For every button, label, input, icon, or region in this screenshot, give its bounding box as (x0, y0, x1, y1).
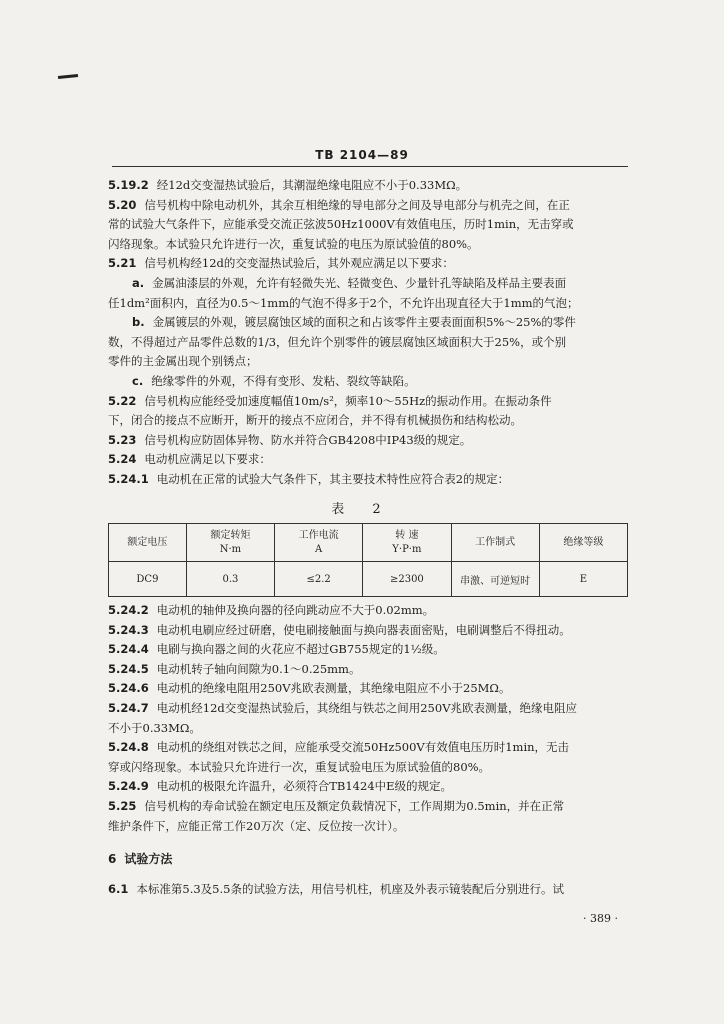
clause-text: 电动机电刷应经过研磨，使电刷接触面与换向器表面密贴，电刷调整后不得扭动。 (156, 622, 571, 637)
clause-number: 6.1 (108, 882, 129, 896)
clause-text: 电刷与换向器之间的火花应不超过GB755规定的1½级。 (156, 642, 445, 657)
clause-number: 5.23 (108, 432, 137, 447)
clause-number: 5.22 (108, 393, 137, 408)
clause-text: 信号机构中除电动机外，其余互相绝缘的导电部分之间及导电部分与机壳之间，在正 (144, 197, 570, 212)
clause-text: 经12d交变湿热试验后，其潮湿绝缘电阻应不小于0.33MΩ。 (156, 178, 468, 192)
clause-text: 信号机构应能经受加速度幅值10m/s²，频率10～55Hz的振动作用。在振动条件 (144, 393, 552, 408)
table-cell: 0.3 (186, 562, 274, 597)
clause-number: 5.24 (108, 452, 137, 467)
clause-text: 下，闭合的接点不应断开，断开的接点不应闭合，并不得有机械损伤和结构松动。 (108, 413, 522, 428)
clause-line (108, 294, 628, 312)
clause-text: 电动机经12d交变湿热试验后，其绕组与铁芯之间用250V兆欧表测量，绝缘电阻应 (156, 701, 577, 715)
page-header: TB 2104—89 (315, 148, 409, 162)
clause-number: 5.24.3 (108, 622, 149, 637)
table-header-row (109, 524, 628, 562)
clause-line (108, 333, 628, 351)
clause-line (108, 621, 628, 639)
clause-text: 电动机应满足以下要求： (144, 452, 271, 467)
clause-number: a. (132, 276, 145, 290)
clause-number: c. (132, 374, 144, 388)
clause-line (108, 196, 628, 214)
clause-text: 任1dm²面积内，直径为0.5～1mm的气泡不得多于2个，不允许出现直径大于1mm的气泡； (108, 295, 579, 310)
clause-text: 不小于0.33MΩ。 (108, 720, 201, 735)
clause-text: 电动机的绝缘电阻用250V兆欧表测量，其绝缘电阻应不小于25MΩ。 (156, 681, 511, 696)
clause-text: 金属油漆层的外观，允许有轻微失光、轻微变色、少量针孔等缺陷及样品主要表面 (152, 276, 567, 290)
table-cell: DC9 (109, 562, 187, 597)
clause-line (108, 777, 628, 795)
clause-line (108, 352, 628, 370)
clause-text: 电动机在正常的试验大气条件下，其主要技术特性应符合表2的规定： (156, 472, 510, 486)
table-header-cell: 转 速 Y·P·m (363, 524, 451, 562)
clause-line (108, 797, 628, 815)
header-rule (112, 166, 628, 167)
clause-line (108, 640, 628, 658)
clause-number: 5.24.9 (108, 779, 149, 794)
clause-text: 数，不得超过产品零件总数的1/3，但允许个别零件的镀层腐蚀区域面积大于25%，或个别 (108, 334, 567, 349)
clause-line (108, 235, 628, 253)
clause-line (108, 699, 628, 717)
clause-text: 电动机转子轴向间隙为0.1～0.25mm。 (156, 661, 361, 676)
table-header-cell: 工作电流 A (275, 524, 363, 562)
clause-line (108, 392, 628, 410)
clause-number: 5.24.4 (108, 642, 149, 657)
clause-line (108, 470, 628, 488)
clause-line (132, 274, 628, 292)
section-title: 试验方法 (124, 852, 173, 866)
clause-line (132, 372, 628, 390)
page-number: · 389 · (583, 912, 618, 925)
clause-text: 绝缘零件的外观，不得有变形、发粘、裂纹等缺陷。 (151, 374, 416, 388)
clause-text: 信号机构应防固体异物、防水并符合GB4208中IP43级的规定。 (144, 432, 472, 447)
table-cell: 串激、可逆短时 (451, 562, 539, 597)
table-header-cell: 工作制式 (451, 524, 539, 562)
table-header-cell: 额定转矩 N·m (186, 524, 274, 562)
clause-number: 5.24.2 (108, 603, 149, 617)
clause-line (108, 719, 628, 737)
clause-line (108, 758, 628, 776)
clause-number: 5.24.6 (108, 681, 149, 696)
clause-line (108, 450, 628, 468)
clause-line (108, 817, 628, 835)
table-cell: ≤2.2 (275, 562, 363, 597)
clause-line (108, 660, 628, 678)
clause-text: 电动机的绕组对铁芯之间，应能承受交流50Hz500V有效值电压历时1min，无击 (156, 740, 570, 755)
clause-line (108, 679, 628, 697)
clause-text: 闪络现象。本试验只允许进行一次，重复试验的电压为原试验值的80%。 (108, 236, 479, 251)
clause-text: 穿或闪络现象。本试验只允许进行一次，重复试验电压为原试验值的80%。 (108, 759, 491, 774)
clause-text: 信号机构的寿命试验在额定电压及额定负载情况下，工作周期为0.5min，并在正常 (144, 799, 565, 813)
clause-text: 金属镀层的外观，镀层腐蚀区域的面积之和占该零件主要表面面积5%～25%的零件 (152, 315, 576, 330)
table-cell: E (539, 562, 627, 597)
clause-number: 5.24.7 (108, 701, 149, 715)
clause-number: 5.24.5 (108, 661, 149, 676)
clause-line (108, 215, 628, 233)
scan-edge-mark (58, 74, 78, 79)
clause-number: 5.21 (108, 256, 137, 271)
table-header-cell: 额定电压 (109, 524, 187, 562)
clause-number: b. (132, 315, 145, 330)
table-title: 表 2 (331, 502, 393, 517)
clause-text: 维护条件下，应能正常工作20万次（定、反位按一次计）。 (108, 818, 405, 833)
clause-text: 电动机的极限允许温升，必须符合TB1424中E级的规定。 (156, 779, 453, 794)
clause-text: 零件的主金属出现个别锈点； (108, 354, 258, 369)
clause-number: 5.25 (108, 799, 137, 813)
motor-spec-table (108, 523, 628, 597)
clause-number: 5.19.2 (108, 178, 149, 192)
clause-text: 本标准第5.3及5.5条的试验方法，用信号机柱，机座及外表示镜装配后分别进行。试 (136, 882, 564, 896)
clause-text: 常的试验大气条件下，应能承受交流正弦波50Hz1000V有效值电压，历时1min，无击穿或 (108, 217, 574, 232)
clause-line (108, 254, 628, 272)
section-heading (108, 850, 172, 867)
table-cell: ≥2300 (363, 562, 451, 597)
clause-line (108, 176, 628, 194)
clause-number: 5.24.1 (108, 472, 149, 486)
clause-text: 信号机构经12d的交变湿热试验后，其外观应满足以下要求： (144, 256, 454, 271)
clause-text: 电动机的轴伸及换向器的径向跳动应不大于0.02mm。 (156, 603, 435, 617)
clause-number: 5.24.8 (108, 740, 149, 755)
section-number: 6 (108, 852, 117, 866)
clause-line (132, 313, 628, 331)
table-header-cell: 绝缘等级 (539, 524, 627, 562)
clause-line (108, 431, 628, 449)
clause-line (108, 738, 628, 756)
table-row (109, 562, 628, 597)
clause-number: 5.20 (108, 197, 137, 212)
clause-line (108, 880, 628, 898)
clause-line (108, 411, 628, 429)
clause-line (108, 601, 628, 619)
